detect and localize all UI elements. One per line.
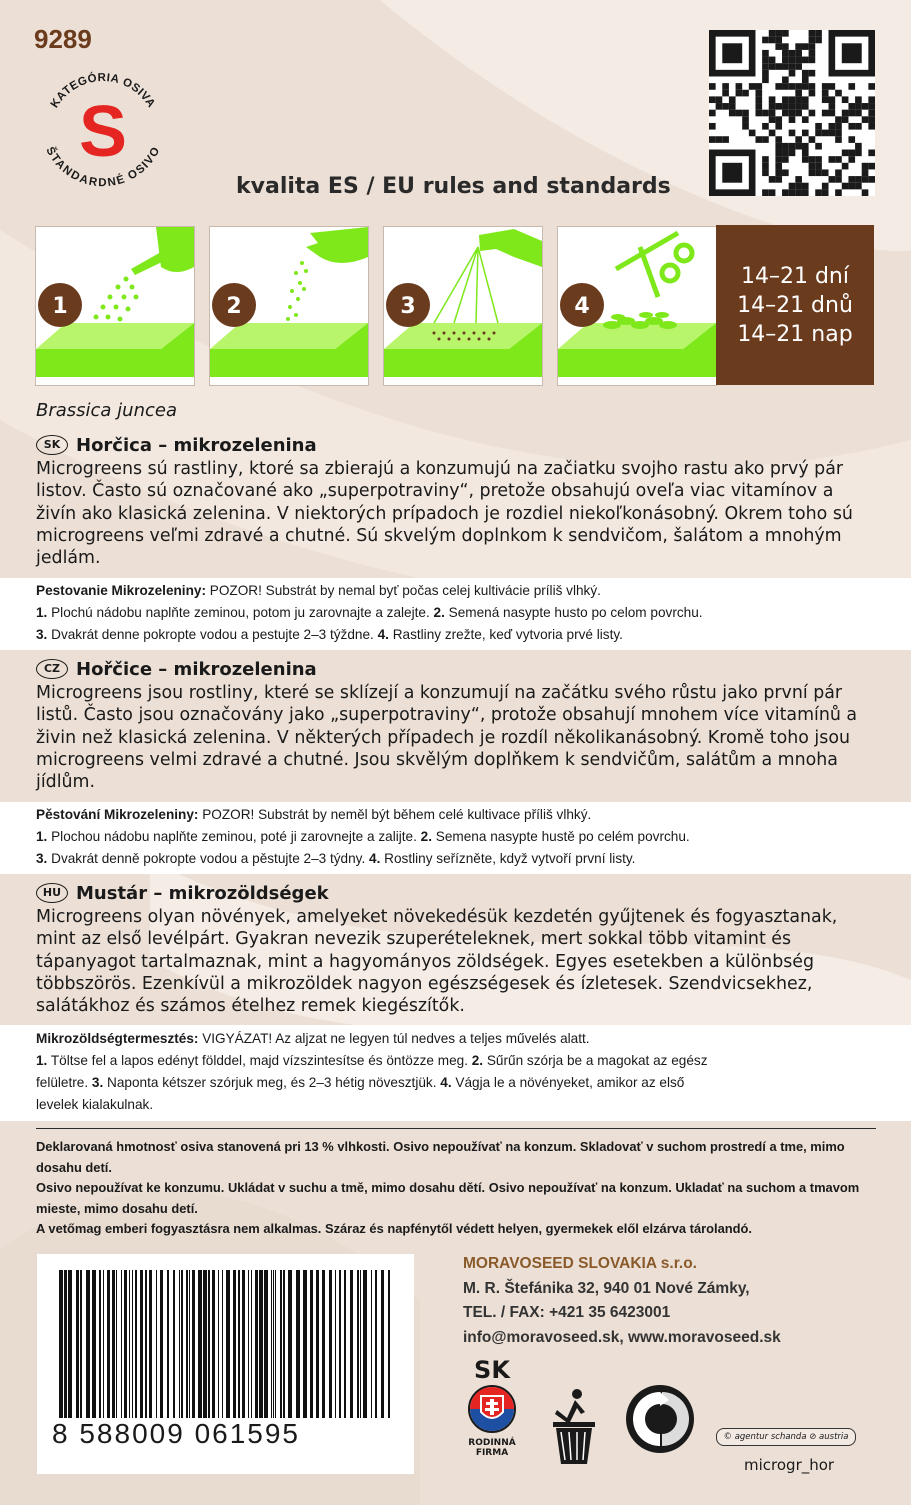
section-hu: [36, 881, 876, 1017]
cultivation-heading: Mikrozöldségtermesztés:: [36, 1031, 199, 1046]
family-firm-line1: RODINNÁ: [468, 1438, 516, 1448]
note-cz-sk: Osivo nepoužívat ke konzumu. Ukládat v suchu a tmě, mimo dosahu dětí. Osivo nepoužívať na konzum. Ukladať na suchom a tmavom mieste, mimo dosahu detí.: [36, 1180, 860, 1216]
lang-badge-hu: HU: [36, 883, 68, 903]
step-num: 3.: [36, 851, 48, 866]
step-text: Plochou nádobu naplňte zeminou, poté ji zarovnejte a zalijte.: [47, 829, 421, 844]
section-title: Hořčice – mikrozelenina: [76, 658, 317, 680]
qr-code[interactable]: [709, 30, 875, 196]
company-phone: TEL. / FAX: +421 35 6423001: [463, 1304, 671, 1321]
step-text: Semená nasypte husto po celom povrchu.: [444, 605, 703, 620]
step-num: 1.: [36, 829, 48, 844]
step-text: Dvakrát denne pokropte vodou a pestujte 2–3 týždne.: [47, 627, 378, 642]
quality-standards: kvalita ES / EU rules and standards: [236, 174, 671, 199]
latin-name: Brassica juncea: [36, 400, 178, 421]
cultivation-hu: [36, 1028, 886, 1116]
seal-letter: S: [78, 92, 128, 172]
company-info: [463, 1252, 781, 1350]
schanda-credit: © agentur schanda ⊘ austria: [716, 1428, 856, 1446]
step-num: 3.: [91, 1075, 104, 1090]
days-cz: 14–21 dnů: [737, 292, 853, 318]
company-web[interactable]: info@moravoseed.sk, www.moravoseed.sk: [463, 1328, 781, 1346]
seal-top-text: KATEGÓRIA OSIVA: [48, 71, 158, 111]
growing-days-box: [716, 225, 874, 385]
section-description: Microgreens sú rastliny, ktoré sa zbierajú a konzumujú na začiatku svojho rastu ako prvý pár listov. Často sú označované ako „superpotraviny“, pretože obsahujú oveľa viac vitamínov a živín ako klasická zelenina. V niektorých prípadoch je rozdiel niekoľkonásobný. Okrem toho sú microgreens veľmi zdravé a chutné. Sú skvelým doplnkom k sendvičom, šalátom a mnohým jedlám.: [36, 459, 853, 569]
step-num: 4.: [369, 851, 381, 866]
family-firm-line2: FIRMA: [475, 1448, 509, 1458]
step-text: Rastliny zrežte, keď vytvoria prvé listy.: [388, 627, 623, 642]
cultivation-sk: [36, 580, 886, 646]
step-text: levelek kialakulnak.: [36, 1097, 154, 1112]
cultivation-cz: [36, 804, 886, 870]
storage-notes: [36, 1137, 886, 1240]
step-num: 2.: [420, 829, 433, 844]
step-num: 4.: [377, 627, 389, 642]
step-text: Sűrűn szórja be a magokat az egész: [483, 1053, 708, 1068]
section-description: Microgreens jsou rostliny, které se sklízejí a konzumují na začátku svého růstu jako první pár listů. Často jsou označovány jako „superpotraviny“, protože obsahují mnohem více vitamínů a živin než klasická zelenina. V některých případech je rozdíl několikanásobný. Kromě toho jsou microgreens velmi zdravé a chutné. Jsou skvělým doplňkem k sendvičům, salátům a mnoha jídlům.: [36, 683, 858, 793]
step-4-cutting: [557, 226, 717, 386]
step-num: 1.: [36, 605, 48, 620]
section-sk: [36, 433, 876, 569]
sk-label: SK: [474, 1356, 510, 1384]
watering-can-icon: [131, 227, 194, 275]
section-title: Mustár – mikrozöldségek: [76, 882, 329, 904]
step-text: Semena nasypte hustě po celém povrchu.: [432, 829, 690, 844]
spray-bottle-icon: [479, 229, 542, 267]
cultivation-heading: Pestovanie Mikrozeleniny:: [36, 583, 206, 598]
step-number: 2: [226, 294, 242, 319]
step-num: 2.: [433, 605, 445, 620]
days-sk: 14–21 dní: [740, 263, 849, 289]
product-file-code: microgr_hor: [744, 1456, 835, 1474]
step-2-sowing: [209, 226, 369, 386]
step-number: 1: [52, 294, 68, 319]
cultivation-warning: POZOR! Substrát by neměl být během celé kultivace příliš vlhký.: [198, 807, 592, 822]
step-text: felületre.: [36, 1075, 92, 1090]
step-num: 2.: [471, 1053, 484, 1068]
step-number: 4: [574, 294, 590, 319]
step-1-watering: [35, 226, 195, 386]
sk-family-firm-mark: [462, 1356, 522, 1458]
scissors-icon: [616, 233, 692, 297]
step-text: Vágja le a növényeket, amikor az első: [451, 1075, 685, 1090]
tidyman-bin-icon: [545, 1388, 603, 1464]
step-text: Töltse fel a lapos edényt földdel, majd vízszintesítse és öntözze meg.: [47, 1053, 472, 1068]
green-dot-icon: [625, 1384, 695, 1454]
lang-badge-sk: SK: [36, 435, 68, 455]
product-code-number: 9289: [34, 24, 92, 54]
seal-bottom-text: ŠTANDARDNÉ OSIVO: [43, 145, 163, 190]
cultivation-heading: Pěstování Mikrozeleniny:: [36, 807, 199, 822]
step-num: 4.: [440, 1075, 452, 1090]
cultivation-warning: VIGYÁZAT! Az aljzat ne legyen túl nedves a teljes művelés alatt.: [198, 1031, 590, 1046]
section-title: Horčica – mikrozelenina: [76, 434, 317, 456]
seed-category-seal: [36, 64, 170, 198]
company-address: M. R. Štefánika 32, 940 01 Nové Zámky,: [463, 1279, 750, 1297]
step-text: Plochú nádobu naplňte zeminou, potom ju zarovnajte a zalejte.: [47, 605, 434, 620]
divider: [36, 1128, 876, 1129]
company-name: MORAVOSEED SLOVAKIA s.r.o.: [463, 1255, 697, 1272]
section-description: Microgreens olyan növények, amelyeket növekedésük kezdetén gyűjtenek és fogyasztanak, mint az első levélpárt. Gyakran nevezik szuperételeknek, mert sokkal több vitamint és tápanyagot tartalmaznak, mint a hagyományos zöldségek. Egyes esetekben a különbség többszörös. Ezenkívül a mikrozöldek nagyon egészségesek és ízletesek. Szendvicsekhez, salátákhoz és számos ételhez remek kiegészítők.: [36, 907, 838, 1017]
section-cz: [36, 657, 876, 793]
step-number: 3: [400, 294, 416, 319]
step-3-spraying: [383, 226, 543, 386]
step-text: Dvakrát denně pokropte vodou a pěstujte 2–3 týdny.: [47, 851, 370, 866]
step-text: Naponta kétszer szórjuk meg, és 2–3 hétig növesztjük.: [103, 1075, 441, 1090]
slovak-emblem-icon: [462, 1384, 522, 1434]
cultivation-warning: POZOR! Substrát by nemal byť počas celej kultivácie príliš vlhký.: [205, 583, 601, 598]
note-sk: Deklarovaná hmotnosť osiva stanovená pri 13 % vlhkosti. Osivo nepoužívať na konzum. Skladovať v suchom prostredí a tme, mimo dosahu detí.: [36, 1139, 845, 1175]
barcode-number: 8 588009 061595: [52, 1418, 300, 1449]
step-num: 1.: [36, 1053, 48, 1068]
step-num: 3.: [36, 627, 48, 642]
note-hu: A vetőmag emberi fogyasztásra nem alkalmas. Száraz és napfénytől védett helyen, gyermekek elől elzárva tárolandó.: [36, 1221, 752, 1236]
lang-badge-cz: CZ: [36, 659, 68, 679]
step-text: Rostliny seřízněte, když vytvoří první listy.: [380, 851, 636, 866]
hand-sowing-icon: [306, 227, 368, 263]
days-hu: 14–21 nap: [737, 321, 853, 347]
